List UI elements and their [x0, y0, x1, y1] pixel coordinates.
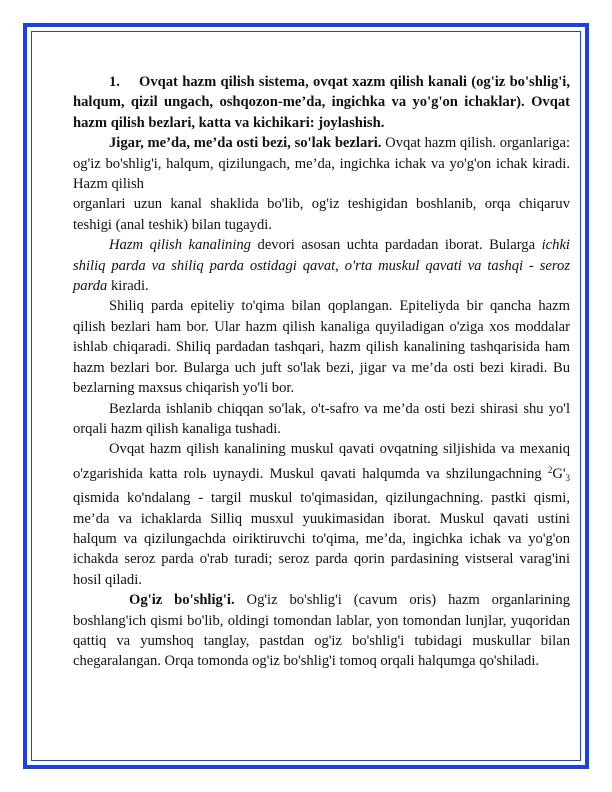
muscle-layer-sup: 2 [547, 464, 553, 475]
paragraph-organs-text: Ovqat hazm qilish. organlariga: og'iz bo'shlig'i, halqum, qizilungach, me’da, ingichka ichak va yo'g'on ichak kiradi. Hazm qilish [73, 135, 571, 193]
paragraph-organs-continued: organlari uzun kanal shaklida bo'lib, og'iz teshigidan boshlanib, orqa chiqaruv teshigi (anal teshik) bilan tugaydi. [73, 196, 570, 233]
wall-layers-text-1: devori asosan uchta pardadan iborat. Bularga [250, 237, 542, 254]
muscle-layer-text-2: qismida ko'ndalang - targil muskul to'qimasidan, qizilungachning. pastki qismi, me’da va ichaklarda Silliq musxul yuukimasidan iborat. Muskul qavati ustini halqum va qizilungachda oiriktiruvchi to'qima, me’da, ingichka ichak va yo'g'on ichakda seroz parda o'rab turadi; seroz parda qorin pardasining vistseral varag'ini hosil qiladi. [73, 490, 570, 588]
paragraph-mucosa: Shiliq parda epiteliy to'qima bilan qoplangan. Epiteliyda bir qancha hazm qilish bezlari ham bor. Ular hazm qilish kanaliga quyiladigan o'ziga xos moddalar ishlab chiqaradi. Shiliq pardadan tashqari, hazm qilish kanalining tashqarisida ham hazm bezlari bor. Bularga uch juft so'lak bezi, jigar va me’da osti bezi kiradi. Bu bezlarning maxsus chiqarish yo'li bor. [73, 298, 570, 397]
paragraph-oral-cavity [73, 590, 570, 672]
paragraph-wall-layers [73, 235, 570, 296]
paragraph-organs-lead: Jigar, me’da, me’da osti bezi, so'lak bezlari. [109, 135, 382, 152]
section-heading [73, 72, 570, 133]
heading-number: 1. [109, 74, 120, 90]
wall-layers-text-2: kiradi. [107, 278, 149, 295]
muscle-layer-mid: G' [552, 465, 566, 482]
paragraph-secretions: Bezlarda ishlanib chiqqan so'lak, o't-safro va me’da osti bezi shirasi shu yo'l orqali hazm qilish kanaliga tushadi. [73, 400, 570, 437]
oral-cavity-lead: Og'iz bo'shlig'i. [129, 592, 235, 609]
paragraph-muscle-layer [73, 439, 570, 590]
paragraph-organs [73, 133, 570, 194]
heading-text: Ovqat hazm qilish sistema, ovqat xazm qilish kanali (og'iz bo'shlig'i, halqum, qizil ungach, oshqozon-me’da, ingichka va yo'g'on ichaklar). Ovqat hazm qilish bezlari, katta va kichikari: joylashish. [73, 74, 570, 131]
wall-layers-italic-1: Hazm qilish kanalining [109, 237, 251, 254]
document-body [73, 72, 570, 672]
wall-layers-italic-2: ichki shiliq parda va shiliq parda ostidagi qavat, o'rta muskul qavati va tashqi - seroz parda [73, 237, 570, 295]
oral-cavity-text: Og'iz bo'shlig'i (cavum oris) hazm organlarining boshlang'ich qismi bo'lib, oldingi tomondan lablar, yon tomondan lunjlar, yuqoridan qattiq va yumshoq tanglay, pastdan og'iz bo'shlig'i tubidagi muskullar bilan chegaralangan. Orqa tomonda og'iz bo'shlig'i tomoq orqali halqumga qo'shiladi. [73, 592, 570, 670]
muscle-layer-sub: 3 [565, 472, 570, 483]
muscle-layer-text-1: Ovqat hazm qilish kanalining muskul qavati ovqatning siljishida va mexaniq o'zgarishida katta rolь uynaydi. Muskul qavati halqumda va shzilungachning [73, 441, 570, 482]
